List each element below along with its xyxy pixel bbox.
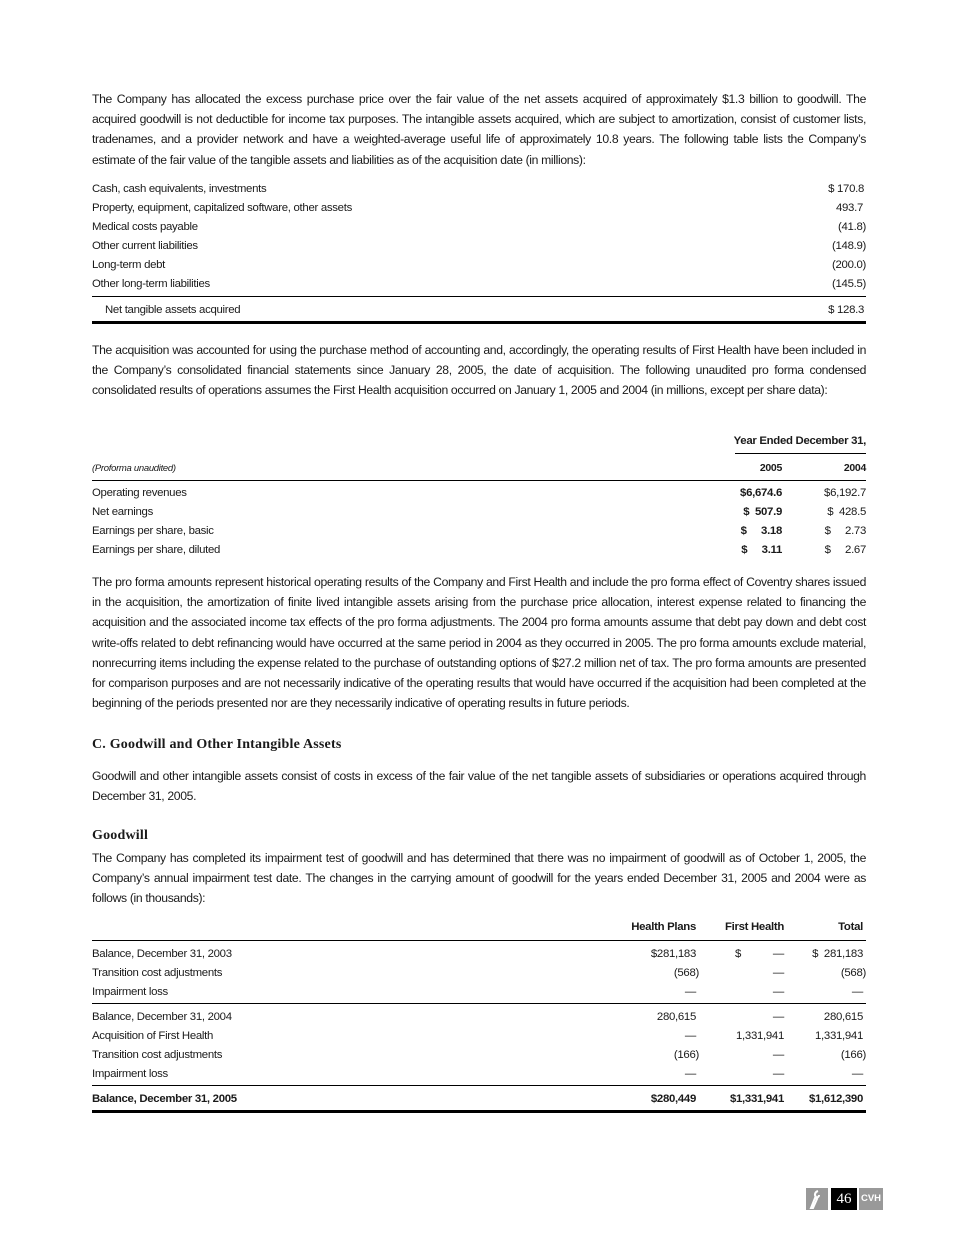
value-2004: $ 428.5 — [827, 506, 866, 518]
row-label: Long-term debt — [92, 259, 166, 271]
table-row — [92, 221, 866, 240]
divider — [92, 296, 866, 297]
value-first-health: — — [772, 948, 784, 960]
table-row — [92, 948, 866, 967]
value-2004: $ 2.73 — [824, 525, 866, 537]
paragraph-goodwill-allocation: The Company has allocated the excess purchase price over the fair value of the net assets acquired of approximately $1.3 billion to goodwill. The acquired goodwill is not deductible for income tax purposes. The intangible assets acquired, which are subject to amortization, consist of customer lists, tradenames, and a provider network and have a weighted-average useful life of approximately 10.8 years. The following table lists the Company’s estimate of the fair value of the tangible assets and liabilities as of the acquisition date (in millions): — [92, 92, 866, 167]
row-value: $ 128.3 — [828, 304, 864, 316]
table-row — [92, 525, 866, 544]
value-first-health: — — [772, 986, 784, 998]
value-total: — — [851, 1068, 863, 1080]
value-health-plans: — — [684, 1030, 696, 1042]
table-row — [92, 1011, 866, 1030]
header-row — [92, 462, 866, 481]
column-header-total: Total — [838, 921, 863, 933]
divider — [92, 1003, 866, 1004]
value-health-plans: $281,183 — [650, 948, 696, 960]
torch-logo-icon — [806, 1188, 828, 1210]
table-row — [92, 1030, 866, 1049]
row-value: 493.7 — [835, 202, 863, 214]
tangible-assets-table — [92, 183, 866, 328]
value-2004: $6,192.7 — [824, 487, 866, 499]
value-health-plans: 280,615 — [656, 1011, 696, 1023]
value-2004: $ 2.67 — [824, 544, 866, 556]
value-2005: $ 3.11 — [741, 544, 782, 556]
value-2005: $ 3.18 — [740, 525, 782, 537]
divider — [92, 940, 866, 941]
header-row — [92, 921, 866, 940]
row-label: Property, equipment, capitalized software, other assets — [92, 202, 352, 214]
row-label: Balance, December 31, 2003 — [92, 948, 232, 960]
table-row — [92, 544, 866, 563]
divider-thick — [92, 1110, 866, 1113]
table-row — [92, 487, 866, 506]
row-label: Cash, cash equivalents, investments — [92, 183, 267, 195]
divider-thick — [92, 321, 866, 324]
value-2005: $ 507.9 — [743, 506, 782, 518]
value-health-plans: — — [684, 1068, 696, 1080]
paragraph-goodwill-intangibles: Goodwill and other intangible assets consist of costs in excess of the fair value of the net tangible assets of subsidiaries or operations acquired through December 31, 2005. — [92, 769, 866, 804]
paragraph-acquisition-accounting: The acquisition was accounted for using the purchase method of accounting and, accordingly, the operating results of First Health have been included in the Company’s consolidated financial statements since January 28, 2005, the date of acquisition. The following unaudited pro forma condensed consolidated results of operations assumes the First Health acquisition occurred on January 1, 2005 and 2004 (in millions, except per share data): — [92, 343, 866, 398]
table-row — [92, 202, 866, 221]
page-number: 46 — [831, 1188, 857, 1210]
divider — [735, 453, 866, 454]
proforma-table — [92, 433, 866, 563]
row-label: Acquisition of First Health — [92, 1030, 214, 1042]
row-label: Earnings per share, diluted — [92, 544, 221, 556]
row-label: Earnings per share, basic — [92, 525, 214, 537]
column-header-2005: 2005 — [759, 462, 782, 474]
row-label: Balance, December 31, 2004 — [92, 1011, 232, 1023]
value-first-health: $1,331,941 — [729, 1093, 784, 1105]
value-total: $1,612,390 — [808, 1093, 863, 1105]
row-label: Transition cost adjustments — [92, 967, 223, 979]
row-value: $ 170.8 — [828, 183, 864, 195]
table-row — [92, 1049, 866, 1068]
value-health-plans: (568) — [673, 967, 699, 979]
value-first-health: — — [772, 1049, 784, 1061]
section-heading-goodwill-intangibles: C. Goodwill and Other Intangible Assets — [92, 737, 342, 752]
paragraph-goodwill-impairment: The Company has completed its impairment test of goodwill and has determined that there was no impairment of goodwill as of October 1, 2005, the Company’s annual impairment test date. The changes in the carrying amount of goodwill for the years ended December 31, 2005 and 2004 were as follows (in thousands): — [92, 851, 866, 906]
value-2005: $6,674.6 — [740, 487, 782, 499]
row-label: Balance, December 31, 2005 — [92, 1093, 237, 1105]
row-label: Medical costs payable — [92, 221, 198, 233]
table-row — [92, 506, 866, 525]
table-row — [92, 183, 866, 202]
row-label: Operating revenues — [92, 487, 187, 499]
proforma-note: (Proforma unaudited) — [92, 463, 176, 474]
ticker-badge: CVH — [859, 1188, 883, 1210]
table-row — [92, 278, 866, 297]
row-label: Transition cost adjustments — [92, 1049, 223, 1061]
row-value: (200.0) — [832, 259, 866, 271]
row-label: Net earnings — [92, 506, 153, 518]
value-total: — — [851, 986, 863, 998]
column-header-2004: 2004 — [843, 462, 866, 474]
value-health-plans: — — [684, 986, 696, 998]
value-health-plans: (166) — [673, 1049, 699, 1061]
table-row — [92, 240, 866, 259]
currency-sign: $ — [735, 948, 742, 960]
paragraph-proforma-notes: The pro forma amounts represent historical operating results of the Company and First Health and include the pro forma effect of Coventry shares issued in the acquisition, the amortization of finite lived intangible assets arising from the purchase price allocation, interest expense related to financing the acquisition and the associated income tax effects of the pro forma adjustments. The 2004 pro forma amounts assume that debt pay down and debt cost write-offs related to debt refinancing would have occurred at the same period in 2004 as they occurred in 2005. The pro forma amounts exclude material, nonrecurring items including the expense related to the purchase of outstanding options of $27.2 million net of tax. The pro forma amounts are presented for comparison purposes and are not necessarily indicative of the operating results that would have occurred if the acquisition had been completed at the beginning of the periods presented nor are they necessarily indicative of operating results in future periods. — [92, 575, 866, 711]
row-value: (41.8) — [838, 221, 866, 233]
value-total: $ 281,183 — [812, 948, 863, 960]
value-first-health: — — [772, 1068, 784, 1080]
column-header-health-plans: Health Plans — [631, 921, 696, 933]
value-health-plans: $280,449 — [650, 1093, 696, 1105]
value-total: (568) — [840, 967, 866, 979]
table-row — [92, 967, 866, 986]
value-total: 280,615 — [823, 1011, 863, 1023]
row-value: (145.5) — [832, 278, 866, 290]
divider — [92, 1085, 866, 1086]
header-row — [92, 435, 866, 454]
table-row — [92, 259, 866, 278]
row-label: Other long-term liabilities — [92, 278, 210, 290]
row-label: Impairment loss — [92, 1068, 168, 1080]
value-first-health: — — [772, 967, 784, 979]
divider — [92, 480, 866, 481]
column-header-first-health: First Health — [724, 921, 784, 933]
value-total: (166) — [840, 1049, 866, 1061]
row-label: Impairment loss — [92, 986, 168, 998]
row-value: (148.9) — [832, 240, 866, 252]
row-label: Other current liabilities — [92, 240, 198, 252]
period-header: Year Ended December 31, — [733, 435, 866, 447]
goodwill-changes-table — [92, 921, 866, 1116]
value-first-health: 1,331,941 — [736, 1030, 784, 1042]
value-first-health: — — [772, 1011, 784, 1023]
row-label: Net tangible assets acquired — [105, 304, 241, 316]
subheading-goodwill: Goodwill — [92, 828, 149, 843]
value-total: 1,331,941 — [815, 1030, 863, 1042]
